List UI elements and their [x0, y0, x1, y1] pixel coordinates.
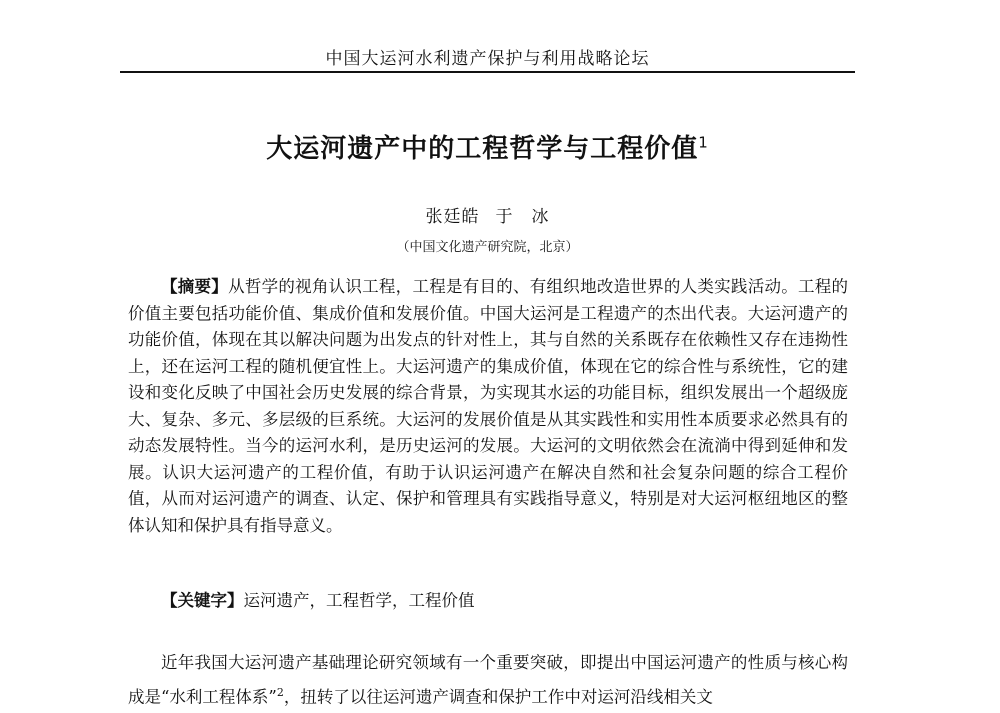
- author-name: 张廷皓: [425, 207, 480, 227]
- keywords-label: 【关键字】: [161, 591, 244, 610]
- abstract: [128, 274, 848, 539]
- body-paragraph: [128, 648, 848, 713]
- abstract-text: 从哲学的视角认识工程，工程是有目的、有组织地改造世界的人类实践活动。工程的价值主要包括功能价值、集成价值和发展价值。中国大运河是工程遗产的杰出代表。大运河遗产的功能价值，体现在其以解决问题为出发点的针对性上，其与自然的关系既存在依赖性又存在违拗性上，还在运河工程的随机便宜性上。大运河遗产的集成价值，体现在它的综合性与系统性，它的建设和变化反映了中国社会历史发展的综合背景，为实现其水运的功能目标，组织发展出一个超级庞大、复杂、多元、多层级的巨系统。大运河的发展价值是从其实践性和实用性本质要求必然具有的动态发展特性。当今的运河水利，是历史运河的发展。大运河的文明依然会在流淌中得到延伸和发展。认识大运河遗产的工程价值，有助于认识运河遗产在解决自然和社会复杂问题的综合工程价值，从而对运河遗产的调查、认定、保护和管理具有实践指导意义，特别是对大运河枢纽地区的整体认知和保护具有指导意义。: [128, 277, 849, 535]
- paper-title: [120, 128, 855, 165]
- author-name: 于 冰: [495, 207, 550, 227]
- footnote-ref: 2: [276, 686, 284, 699]
- affiliation: （中国文化遗产研究院，北京）: [396, 240, 579, 255]
- abstract-label: 【摘要】: [161, 277, 229, 296]
- author-line: [120, 202, 855, 227]
- keywords: [128, 588, 848, 614]
- header-rule: [120, 71, 855, 73]
- body-text-cont: ，扭转了以往运河遗产调查和保护工作中对运河沿线相关文: [283, 687, 713, 707]
- paper-title-text: 大运河遗产中的工程哲学与工程价值: [266, 134, 699, 164]
- title-footnote-mark: 1: [698, 133, 709, 152]
- body-text-start: 近年我国大运河遗产基础理论研究领域有一个重要突破，即提出中国运河遗产的性质与核心构成是“水利工程体系”: [128, 653, 848, 707]
- keywords-text: 运河遗产，工程哲学，工程价值: [243, 591, 475, 610]
- running-header: 中国大运河水利遗产保护与利用战略论坛: [325, 49, 650, 69]
